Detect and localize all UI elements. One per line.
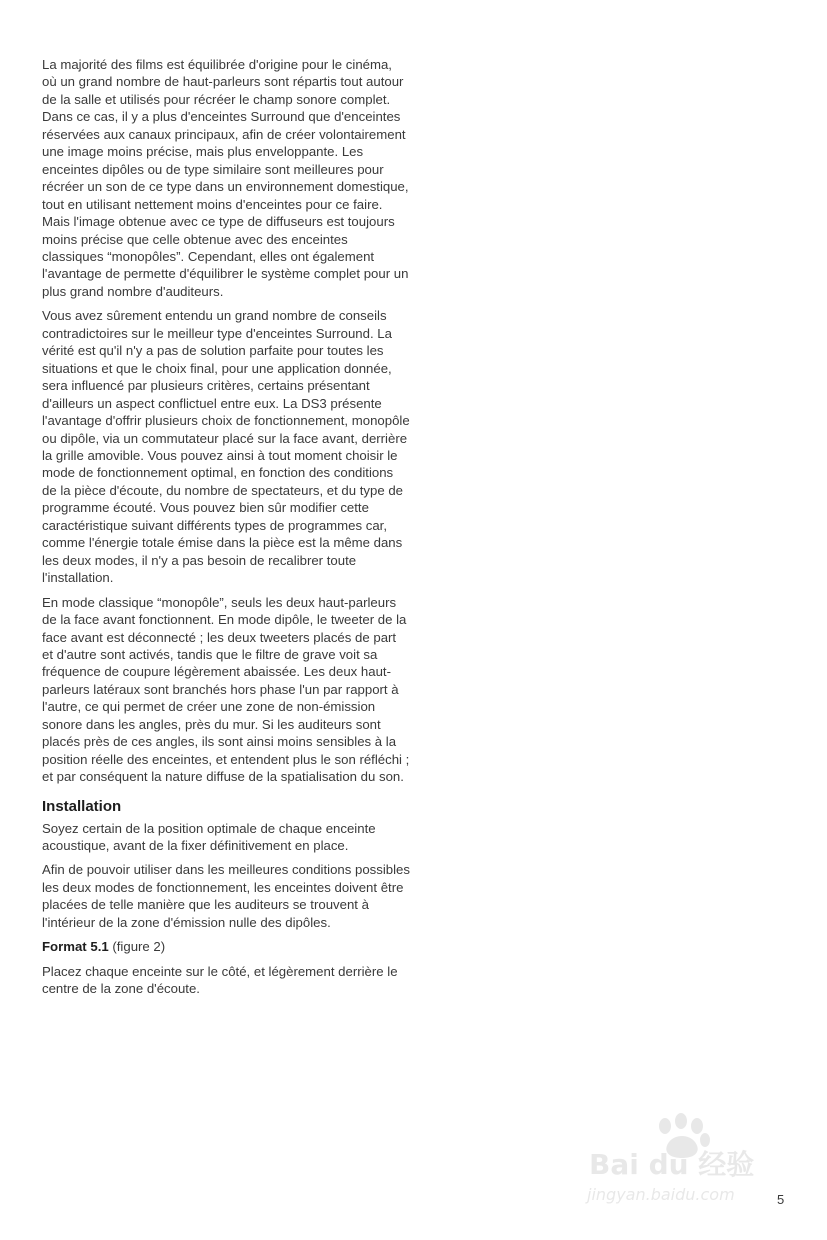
figure-reference: (figure 2) xyxy=(112,939,166,955)
text-column xyxy=(42,56,410,1005)
body-paragraph-3: En mode classique “monopôle”, seuls les deux haut-parleurs de la face avant fonctionnent. En mode dipôle, le tweeter de la face avant est déconnecté ; les deux tweeters placés de part et d'autre sont activés, tandis que le filtre de grave voit sa fréquence de coupure légèrement abaissée. Les deux haut-parleurs latéraux sont branchés hors phase l'un par rapport à l'autre, ce qui permet de créer une zone de non-émission sonore dans les angles, près du mur. Si les auditeurs sont placés près de ces angles, ils sont ainsi moins sensibles à la position réelle des enceintes, et entendent plus le son réfléchi ; et par conséquent la nature diffuse de la spatialisation du son. xyxy=(42,594,410,785)
page-number: 5 xyxy=(777,1192,785,1207)
watermark-url-text: jingyan.baidu.com xyxy=(587,1185,735,1204)
watermark-brand-text: Bai du 经验 xyxy=(589,1148,755,1181)
installation-heading: Installation xyxy=(42,797,122,815)
installation-paragraph-2: Afin de pouvoir utiliser dans les meilleures conditions possibles les deux modes de fonctionnement, les enceintes doivent être placées de telle manière que les auditeurs se trouvent à l'intérieur de la zone d'émission nulle des dipôles. xyxy=(42,862,410,930)
format-title: Format 5.1 xyxy=(42,939,109,955)
format-paragraph: Placez chaque enceinte sur le côté, et légèrement derrière le centre de la zone d'écoute. xyxy=(42,963,398,997)
body-paragraph-2: Vous avez sûrement entendu un grand nombre de conseils contradictoires sur le meilleur type d'enceintes Surround. La vérité est qu'il n'y a pas de solution parfaite pour toutes les situations et que le choix final, pour une application donnée, sera influencé par plusieurs critères, certains présentant d'ailleurs un aspect conflictuel entre eux. La DS3 présente l'avantage d'offrir plusieurs choix de fonctionnement, monopôle ou dipôle, via un commutateur placé sur la face avant, derrière la grille amovible. Vous pouvez ainsi à tout moment choisir le mode de fonctionnement optimal, en fonction des conditions de la pièce d'écoute, du nombre de spectateurs, et du type de programme écouté. Vous pouvez bien sûr modifier cette caractéristique suivant différents types de programmes car, comme l'énergie totale émise dans la pièce est la même dans les deux modes, il n'y a pas besoin de recalibrer toute l'installation. xyxy=(42,308,410,586)
paw-logo-icon xyxy=(585,1112,780,1207)
format-subheading xyxy=(42,938,410,955)
body-paragraph-1: La majorité des films est équilibrée d'origine pour le cinéma, où un grand nombre de haut-parleurs sont répartis tout autour de la salle et utilisés pour récréer le champ sonore complet. Dans ce cas, il y a plus d'enceintes Surround que d'enceintes réservées aux canaux principaux, afin de créer volontairement une image moins précise, mais plus enveloppante. Les enceintes dipôles ou de type similaire sont meilleures pour récréer un son de ce type dans un environnement domestique, tout en utilisant nettement moins d'enceintes pour ce faire. Mais l'image obtenue avec ce type de diffuseurs est toujours moins précise que celle obtenue avec des enceintes classiques “monopôles”. Cependant, elles ont également l'avantage de permette d'équilibrer le système complet pour un plus grand nombre d'auditeurs. xyxy=(42,57,409,299)
installation-paragraph-1: Soyez certain de la position optimale de chaque enceinte acoustique, avant de la fixer définitivement en place. xyxy=(42,820,376,854)
baidu-watermark xyxy=(585,1112,780,1207)
